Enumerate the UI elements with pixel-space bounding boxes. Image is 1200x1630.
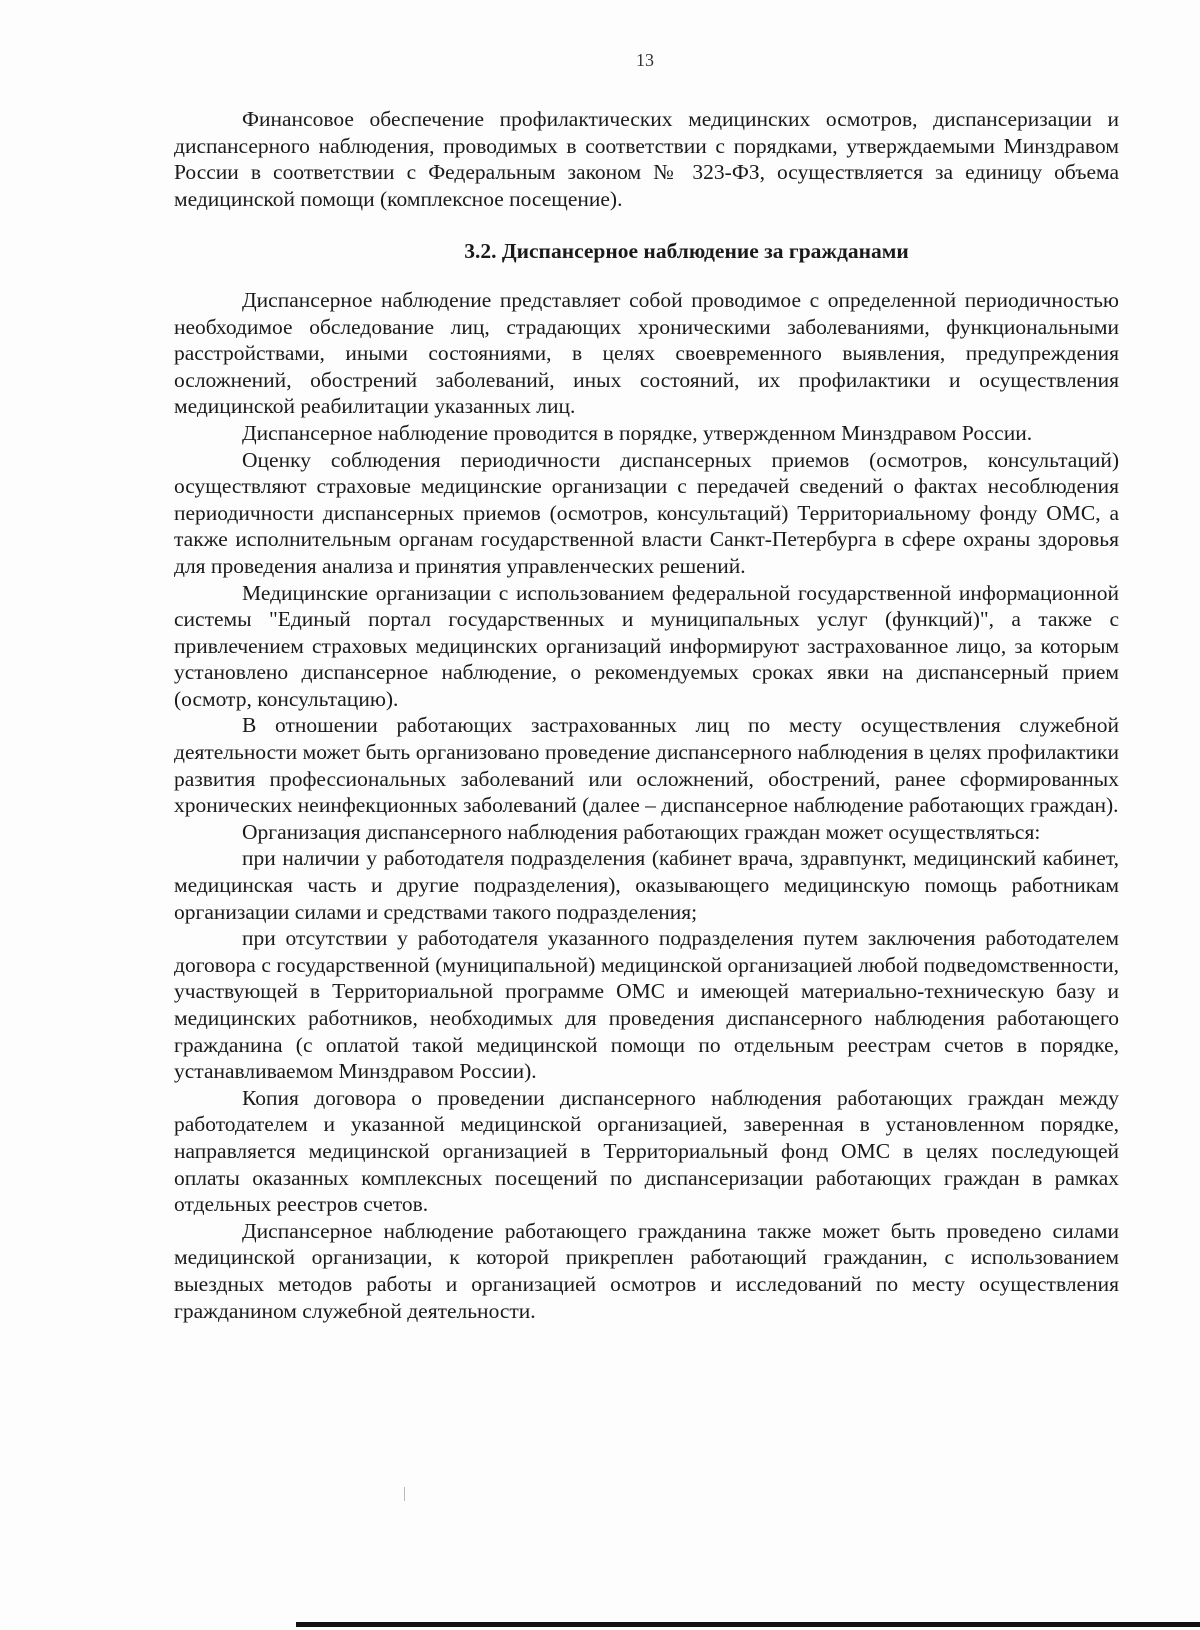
paragraph: Копия договора о проведении диспансерного наблюдения работающих граждан между работодателем и указанной медицинской организацией, заверенная в установленном порядке, направляется медицинской организацией в Территориальный фонд ОМС в целях последующей оплаты оказанных комплексных посещений по диспансеризации работающих граждан в рамках отдельных реестров счетов. bbox=[174, 1085, 1119, 1217]
intro-paragraph: Финансовое обеспечение профилактических медицинских осмотров, диспансеризации и диспансерного наблюдения, проводимых в соответствии с порядками, утверждаемыми Минздравом России в соответствии с Федеральным законом № 323-ФЗ, осуществляется за единицу объема медицинской помощи (комплексное посещение). bbox=[174, 107, 1119, 211]
page-number: 13 bbox=[636, 50, 654, 70]
paragraph: при отсутствии у работодателя указанного подразделения путем заключения работодателем договора с государственной (муниципальной) медицинской организацией любой подведомственности, участвующей в Территориальной программе ОМС и имеющей материально-техническую базу и медицинских работников, необходимых для проведения диспансерного наблюдения работающего гражданина (с оплатой такой медицинской помощи по отдельным реестрам счетов в порядке, устанавливаемом Минздравом России). bbox=[174, 926, 1119, 1084]
scan-artifact bbox=[404, 1487, 405, 1501]
section-heading: 3.2. Диспансерное наблюдение за гражданами bbox=[464, 239, 909, 264]
paragraph: Диспансерное наблюдение проводится в порядке, утвержденном Минздравом России. bbox=[242, 420, 1033, 445]
paragraph: Медицинские организации с использованием федеральной государственной информационной системы "Единый портал государственных и муниципальных услуг (функций)", а также с привлечением страховых медицинских организаций информируют застрахованное лицо, за которым установлено диспансерное наблюдение, о рекомендуемых сроках явки на диспансерный прием (осмотр, консультацию). bbox=[174, 580, 1119, 711]
document-body bbox=[174, 106, 1119, 1324]
paragraph: при наличии у работодателя подразделения (кабинет врача, здравпункт, медицинский кабинет, медицинская часть и другие подразделения), оказывающего медицинскую помощь работникам организации силами и средствами такого подразделения; bbox=[174, 846, 1119, 924]
paragraph: Диспансерное наблюдение работающего гражданина также может быть проведено силами медицинской организации, к которой прикреплен работающий гражданин, с использованием выездных методов работы и организацией осмотров и исследований по месту осуществления гражданином служебной деятельности. bbox=[174, 1218, 1119, 1323]
paragraph: Диспансерное наблюдение представляет собой проводимое с определенной периодичностью необходимое обследование лиц, страдающих хроническими заболеваниями, функциональными расстройствами, иными состояниями, в целях своевременного выявления, предупреждения осложнений, обострений заболеваний, иных состояний, их профилактики и осуществления медицинской реабилитации указанных лиц. bbox=[174, 287, 1119, 419]
scan-bottom-edge bbox=[296, 1622, 1200, 1627]
paragraph: Организация диспансерного наблюдения работающих граждан может осуществляться: bbox=[242, 819, 1041, 844]
paragraph: В отношении работающих застрахованных лиц по месту осуществления служебной деятельности может быть организовано проведение диспансерного наблюдения в целях профилактики развития профессиональных заболеваний или осложнений, обострений, ранее сформированных хронических неинфекционных заболеваний (далее – диспансерное наблюдение работающих граждан). bbox=[174, 713, 1119, 818]
paragraph: Оценку соблюдения периодичности диспансерных приемов (осмотров, консультаций) осуществляют страховые медицинские организации с передачей сведений о фактах несоблюдения периодичности диспансерных приемов (осмотров, консультаций) Территориальному фонду ОМС, а также исполнительным органам государственной власти Санкт-Петербурга в сфере охраны здоровья для проведения анализа и принятия управленческих решений. bbox=[174, 447, 1119, 578]
